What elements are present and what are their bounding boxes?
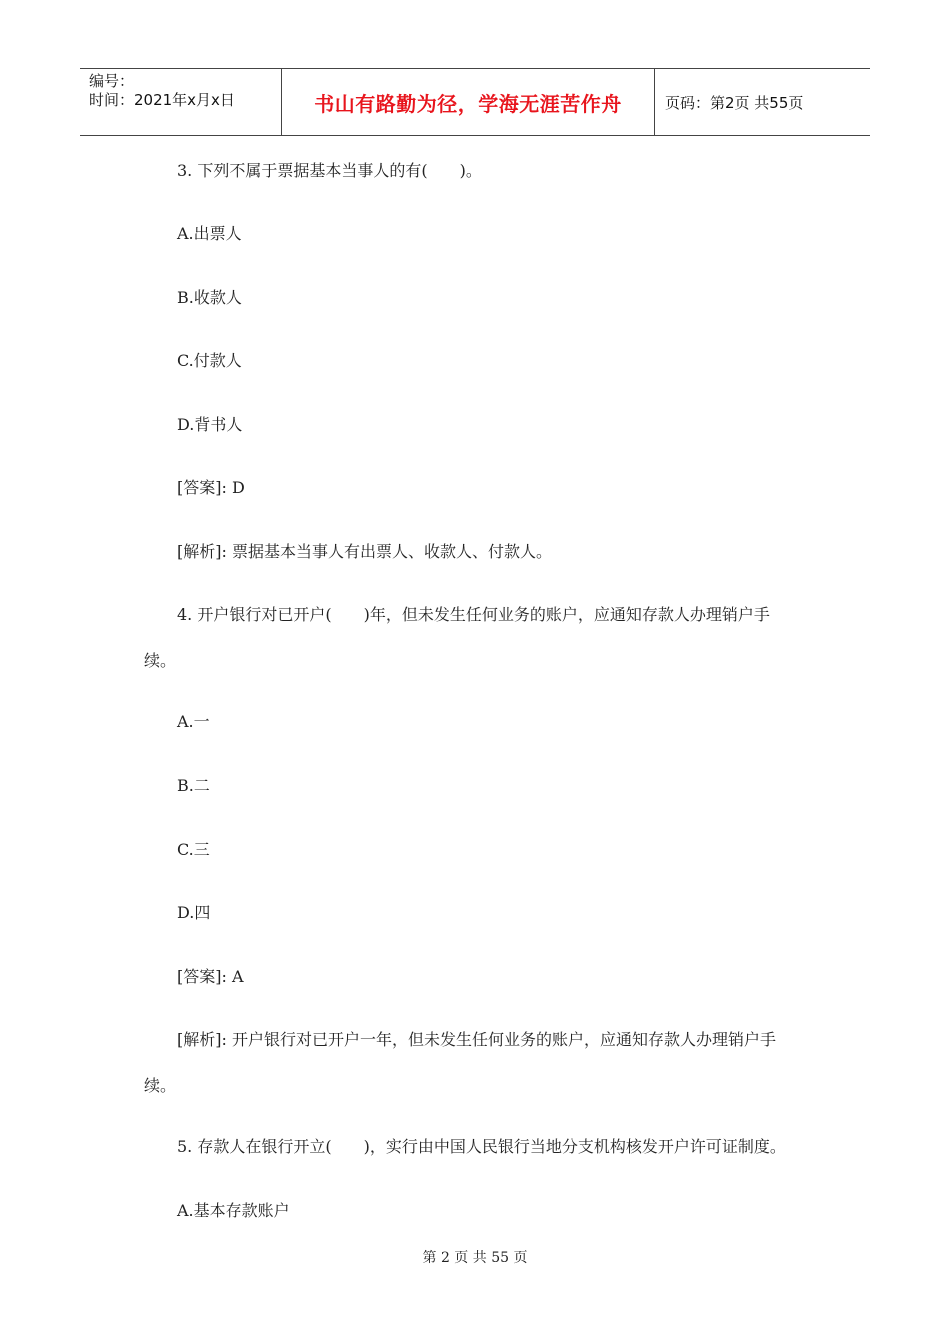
document-date-label: 时间：2021年x月x日 <box>89 91 235 109</box>
question-3-stem: 3. 下列不属于票据基本当事人的有( )。 <box>177 161 482 180</box>
question-4-option-d: D.四 <box>177 903 211 922</box>
question-3-explanation: [解析]: 票据基本当事人有出票人、收款人、付款人。 <box>177 542 552 561</box>
question-3-option-a: A.出票人 <box>177 224 242 243</box>
question-5-option-a: A.基本存款账户 <box>177 1201 290 1220</box>
question-5-stem: 5. 存款人在银行开立( )，实行由中国人民银行当地分支机构核发开户许可证制度。 <box>177 1137 786 1156</box>
question-4-stem: 4. 开户银行对已开户( )年，但未发生任何业务的账户，应通知存款人办理销户手 <box>177 605 770 624</box>
page-header <box>80 68 870 136</box>
question-4-explanation: [解析]: 开户银行对已开户一年，但未发生任何业务的账户，应通知存款人办理销户手 <box>177 1030 776 1049</box>
question-4-explanation-continuation: 续。 <box>144 1076 177 1095</box>
question-3-answer: [答案]: D <box>177 478 245 497</box>
header-page-number: 页码：第2页 共55页 <box>665 93 804 112</box>
question-4-option-b: B.二 <box>177 776 210 795</box>
header-motto: 书山有路勤为径，学海无涯苦作舟 <box>282 69 655 135</box>
question-3-option-c: C.付款人 <box>177 351 242 370</box>
header-meta <box>80 69 282 135</box>
question-4-stem-continuation: 续。 <box>144 651 177 670</box>
question-4-option-c: C.三 <box>177 840 210 859</box>
question-4-answer: [答案]: A <box>177 967 244 986</box>
page-footer: 第 2 页 共 55 页 <box>422 1250 528 1266</box>
question-3-option-d: D.背书人 <box>177 415 243 434</box>
question-3-option-b: B.收款人 <box>177 288 242 307</box>
document-number-label: 编号： <box>89 72 135 90</box>
question-4-option-a: A.一 <box>177 712 210 731</box>
